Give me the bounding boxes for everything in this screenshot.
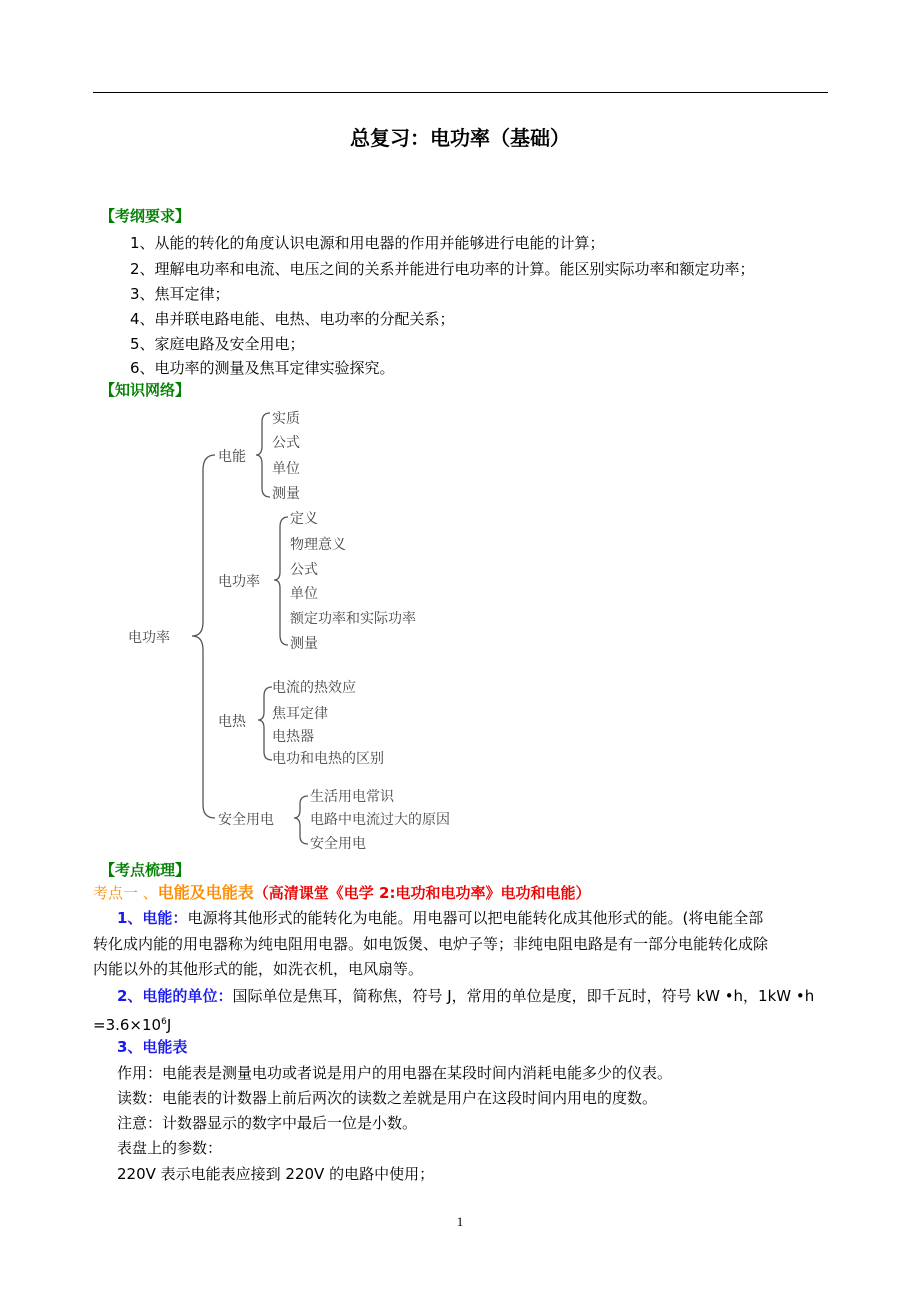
syllabus-item: 2、理解电功率和电流、电压之间的关系并能进行电功率的计算。能区别实际功率和额定功率；	[130, 260, 755, 278]
branch-brace-electric-energy	[256, 413, 270, 497]
mind-map-leaf: 测量	[290, 636, 318, 652]
p2-text: 国际单位是焦耳，简称焦，符号 J，常用的单位是度，即千瓦时，符号 kW •h，1kW •h	[232, 987, 815, 1005]
network-heading: 【知识网络】	[100, 381, 191, 399]
p2-exponent: 6	[161, 1017, 167, 1027]
mind-map-leaf: 测量	[272, 486, 300, 502]
paragraph-line: 读数：电能表的计数器上前后两次的读数之差就是用户在这段时间内用电的度数。	[117, 1089, 658, 1107]
mind-map-leaf: 焦耳定律	[272, 706, 328, 722]
paragraph-line	[117, 908, 763, 928]
mind-map-leaf: 电流的热效应	[272, 680, 356, 696]
paragraph-line: 作用：电能表是测量电功或者说是用户的用电器在某段时间内消耗电能多少的仪表。	[117, 1064, 673, 1082]
branch-brace-safety	[294, 796, 308, 844]
mind-map-branch: 电能	[218, 449, 246, 465]
mind-map-root: 电功率	[128, 630, 170, 646]
syllabus-item: 6、电功率的测量及焦耳定律实验探究。	[130, 359, 395, 377]
points-heading: 【考点梳理】	[100, 861, 191, 879]
mind-map-leaf: 额定功率和实际功率	[290, 611, 416, 627]
syllabus-item: 4、串并联电路电能、电热、电功率的分配关系；	[130, 310, 455, 328]
mind-map-leaf: 电热器	[272, 729, 314, 745]
mind-map-leaf: 单位	[290, 586, 318, 602]
root-brace	[192, 455, 215, 818]
page-title: 总复习：电功率（基础）	[350, 126, 570, 150]
mind-map-leaf: 公式	[290, 562, 318, 578]
mind-map-leaf: 单位	[272, 461, 300, 477]
p2-label: 2、电能的单位：	[117, 987, 233, 1005]
mind-map-branch: 安全用电	[218, 812, 274, 828]
mind-map-leaf: 生活用电常识	[310, 789, 394, 805]
mind-map-leaf: 电路中电流过大的原因	[310, 812, 450, 828]
branch-brace-heat	[258, 687, 272, 760]
point1-heading	[93, 883, 590, 903]
p1-label: 1、电能：	[117, 909, 188, 927]
p2-formula: =3.6×10	[93, 1016, 162, 1034]
mind-map-branch: 电热	[218, 714, 246, 730]
p3-label: 3、电能表	[117, 1038, 188, 1056]
branch-brace-power	[274, 517, 288, 645]
paragraph-line: 表盘上的参数：	[117, 1139, 223, 1157]
mind-map-leaf: 物理意义	[290, 537, 346, 553]
paragraph-line: 220V 表示电能表应接到 220V 的电路中使用；	[117, 1165, 435, 1183]
p1-text: 电源将其他形式的能转化为电能。用电器可以把电能转化成其他形式的能。(将电能全部	[187, 909, 764, 927]
paragraph-line: 转化成内能的用电器称为纯电阻用电器。如电饭煲、电炉子等；非纯电阻电路是有一部分电能转化成除	[93, 935, 769, 953]
paragraph-line: 内能以外的其他形式的能，如洗衣机，电风扇等。	[93, 960, 424, 978]
syllabus-item: 1、从能的转化的角度认识电源和用电器的作用并能够进行电能的计算；	[130, 234, 605, 252]
point1-reference: （高清课堂《电学 2:电功和电功率》电功和电能）	[253, 884, 591, 902]
p2-unit: J	[166, 1016, 172, 1034]
paragraph-line	[93, 1012, 171, 1035]
point1-title: 电能及电能表	[157, 883, 254, 902]
point1-prefix: 考点一 、	[93, 884, 158, 902]
mind-map-branch: 电功率	[218, 574, 260, 590]
mind-map-leaf: 实质	[272, 411, 300, 427]
mind-map-leaf: 电功和电热的区别	[272, 751, 384, 767]
mind-map-leaf: 安全用电	[310, 836, 366, 852]
paragraph-line	[117, 986, 814, 1006]
mind-map-leaf: 定义	[290, 511, 318, 527]
mind-map-leaf: 公式	[272, 435, 300, 451]
paragraph-line: 注意：计数器显示的数字中最后一位是小数。	[117, 1114, 418, 1132]
page-number: 1	[456, 1214, 464, 1229]
syllabus-heading: 【考纲要求】	[100, 207, 191, 225]
syllabus-item: 5、家庭电路及安全用电；	[130, 335, 305, 353]
syllabus-item: 3、焦耳定律；	[130, 285, 230, 303]
